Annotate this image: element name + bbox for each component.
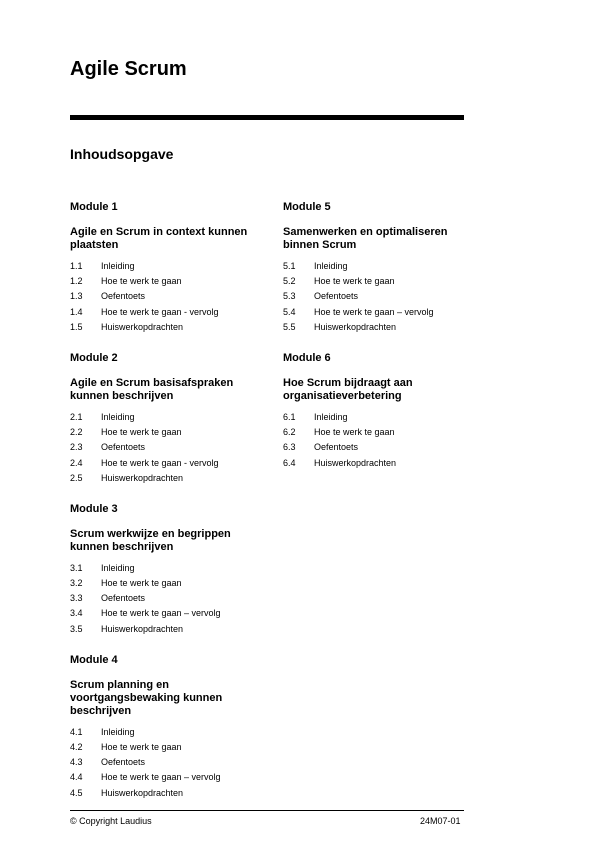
toc-entry-number: 3.5 (70, 623, 83, 634)
toc-entry-number: 2.2 (70, 427, 83, 438)
toc-entry-title: Hoe te werk te gaan (101, 427, 182, 438)
toc-entry (283, 410, 483, 425)
toc-entry (70, 591, 270, 606)
toc-entry (70, 740, 270, 755)
toc-entry-number: 6.3 (283, 442, 296, 453)
toc-entry-title: Oefentoets (101, 291, 146, 302)
toc-entry-number: 5.4 (283, 306, 296, 317)
toc-entry-number: 4.5 (70, 787, 83, 798)
toc-entry-title: Huiswerkopdrachten (101, 623, 184, 634)
toc-entry (283, 456, 483, 471)
toc-entry-number: 6.1 (283, 411, 296, 422)
toc-entry-title: Oefentoets (314, 291, 359, 302)
toc-entry-title: Hoe te werk te gaan – vervolg (314, 306, 434, 317)
toc-entry-number: 5.1 (283, 261, 296, 271)
toc-entry-number: 2.3 (70, 442, 83, 453)
toc-entry-title: Oefentoets (101, 593, 146, 604)
page-title: Agile Scrum (70, 58, 187, 80)
toc-entry-number: 6.4 (283, 457, 296, 468)
toc-entry-number: 2.1 (70, 411, 83, 422)
toc-module (70, 200, 270, 335)
toc-heading: Inhoudsopgave (70, 146, 174, 162)
toc-entry (70, 755, 270, 770)
toc-entry-number: 4.1 (70, 726, 83, 737)
toc-entry-title: Huiswerkopdrachten (101, 321, 184, 332)
toc-entry-number: 1.1 (70, 261, 83, 271)
module-label: Module 1 (70, 201, 118, 213)
toc-entry (283, 289, 483, 304)
toc-entry-title: Huiswerkopdrachten (101, 472, 184, 483)
toc-entry-number: 1.4 (70, 306, 83, 317)
toc-entry-number: 4.4 (70, 772, 83, 783)
module-label: Module 2 (70, 351, 118, 364)
toc-entry-title: Inleiding (101, 726, 135, 737)
toc-entry (283, 425, 483, 440)
toc-entry (70, 440, 270, 455)
toc-entry-number: 1.3 (70, 291, 83, 302)
toc-entry (70, 259, 270, 274)
toc-entry (70, 786, 270, 801)
toc-entry-number: 6.2 (283, 427, 296, 438)
footer-copyright: © Copyright Laudius (70, 816, 152, 826)
toc-entry-title: Huiswerkopdrachten (314, 457, 397, 468)
toc-entry (70, 274, 270, 289)
module-title: Agile en Scrum basisafspraken kunnen beschrijven (70, 376, 234, 402)
toc-entry-number: 5.5 (283, 321, 296, 332)
module-label: Module 3 (70, 502, 118, 515)
toc-entry (283, 320, 483, 335)
footer-document-code: 24M07-01 (420, 816, 461, 826)
toc-entry-title: Hoe te werk te gaan - vervolg (101, 457, 219, 468)
toc-entry-title: Huiswerkopdrachten (314, 321, 397, 332)
toc-entry-title: Hoe te werk te gaan (101, 742, 182, 752)
toc-module (70, 502, 270, 637)
toc-entry-number: 4.3 (70, 757, 83, 768)
toc-entry-number: 4.2 (70, 742, 83, 752)
toc-entry-number: 2.4 (70, 457, 83, 468)
toc-entry (283, 305, 483, 320)
toc-entry (70, 289, 270, 304)
toc-entry (283, 274, 483, 289)
toc-entry-number: 3.1 (70, 562, 83, 573)
footer-divider (70, 810, 464, 811)
toc-entry-title: Hoe te werk te gaan (314, 276, 395, 287)
module-title: Samenwerken en optimaliseren binnen Scrum (283, 226, 448, 251)
toc-entry-title: Inleiding (101, 261, 135, 271)
module-title: Agile en Scrum in context kunnen plaatsten (70, 226, 248, 251)
toc-entry-title: Inleiding (314, 411, 348, 422)
toc-entry-number: 5.3 (283, 291, 296, 302)
toc-entry-title: Inleiding (314, 261, 348, 271)
toc-entry-title: Hoe te werk te gaan (314, 427, 395, 438)
toc-entry-number: 1.5 (70, 321, 83, 332)
module-label: Module 4 (70, 653, 118, 666)
toc-entry-title: Inleiding (101, 411, 135, 422)
module-title: Scrum planning en voortgangsbewaking kunnen beschrijven (70, 678, 223, 717)
toc-entry-title: Inleiding (101, 562, 135, 573)
toc-entry (70, 305, 270, 320)
toc-module (70, 653, 270, 801)
module-label: Module 5 (283, 201, 331, 213)
toc-entry-title: Oefentoets (101, 757, 146, 768)
toc-entry-title: Hoe te werk te gaan – vervolg (101, 608, 221, 619)
toc-entry-number: 3.2 (70, 578, 83, 589)
toc-entry (70, 425, 270, 440)
toc-entry (70, 770, 270, 785)
toc-entry (70, 576, 270, 591)
toc-module (283, 351, 483, 471)
toc-entry (70, 606, 270, 621)
toc-entry-title: Hoe te werk te gaan (101, 578, 182, 589)
title-divider (70, 115, 464, 120)
toc-entry-number: 3.4 (70, 608, 83, 619)
toc-entry-title: Huiswerkopdrachten (101, 787, 184, 798)
module-title: Scrum werkwijze en begrippen kunnen beschrijven (70, 527, 231, 553)
toc-entry (70, 561, 270, 576)
toc-entry (70, 622, 270, 637)
toc-entry-title: Hoe te werk te gaan (101, 276, 182, 287)
toc-entry (283, 259, 483, 274)
toc-entry-title: Oefentoets (314, 442, 359, 453)
toc-entry-title: Hoe te werk te gaan - vervolg (101, 306, 219, 317)
toc-entry-number: 1.2 (70, 276, 83, 287)
module-title: Hoe Scrum bijdraagt aan organisatieverbetering (283, 376, 413, 402)
toc-entry (70, 410, 270, 425)
toc-module (283, 200, 483, 335)
toc-column-right (283, 200, 483, 487)
toc-entry (70, 471, 270, 486)
toc-module (70, 351, 270, 486)
toc-entry-number: 3.3 (70, 593, 83, 604)
toc-entry-title: Oefentoets (101, 442, 146, 453)
toc-column-left (70, 200, 270, 817)
module-label: Module 6 (283, 351, 331, 364)
toc-entry-number: 2.5 (70, 472, 83, 483)
toc-entry-number: 5.2 (283, 276, 296, 287)
toc-entry-title: Hoe te werk te gaan – vervolg (101, 772, 221, 783)
toc-entry (70, 725, 270, 740)
toc-entry (70, 456, 270, 471)
toc-entry (70, 320, 270, 335)
toc-entry (283, 440, 483, 455)
